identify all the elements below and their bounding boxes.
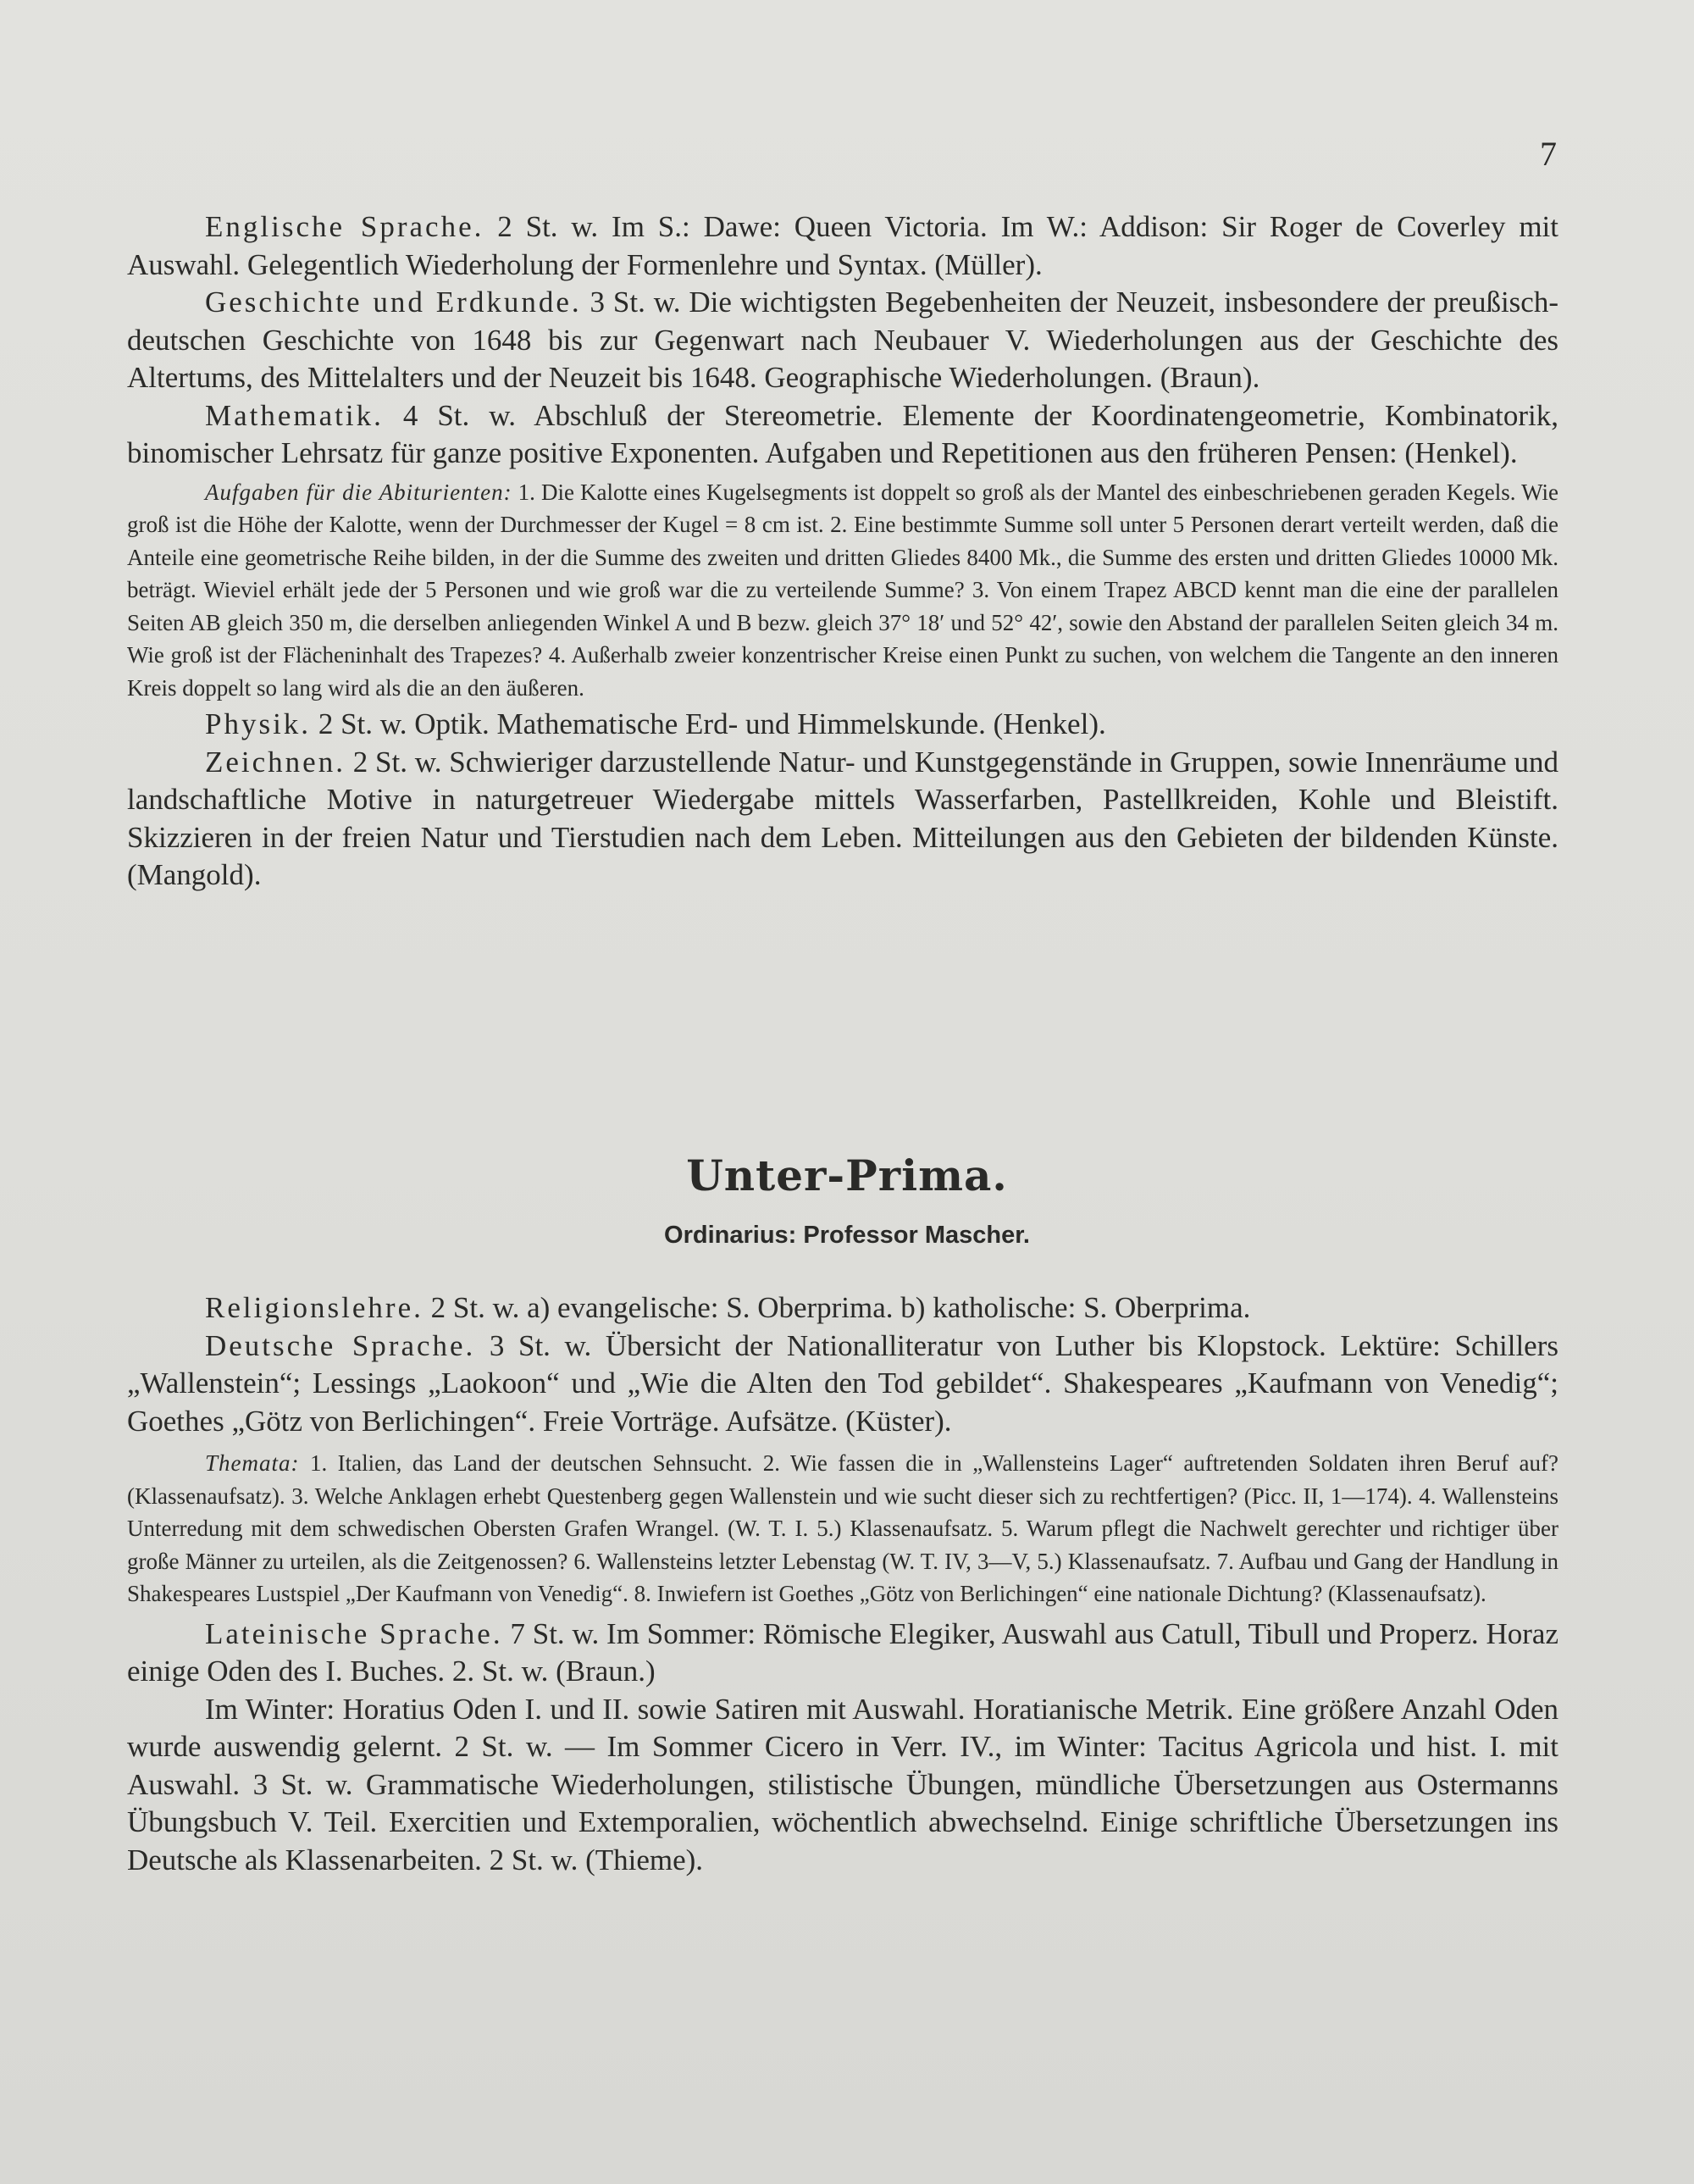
paragraph-deutsch [127,1328,1558,1441]
paragraph-geschichte [127,284,1558,397]
subject-label: Mathematik. [205,398,384,432]
subject-text: 4 St. w. Abschluß der Stereometrie. Elemente der Koordinatengeometrie, Kombinatorik, binomischer Lehrsatz für ganze positive Exponenten. Aufgaben und Repetitionen aus den früheren Pensen: (Henkel). [127,398,1558,469]
aufgaben-label: Aufgaben für die Abiturienten: [205,479,512,505]
paragraph-englisch [127,208,1558,284]
paragraph-latein [127,1616,1558,1691]
paragraph-religion [127,1289,1558,1328]
ordinarius-line: Ordinarius: Professor Mascher. [664,1222,1030,1249]
paragraph-zeichnen [127,744,1558,895]
themata-label: Themata: [205,1450,300,1476]
subject-label: Zeichnen. [205,745,346,779]
aufgaben-text: 1. Die Kalotte eines Kugelsegments ist doppelt so groß als der Mantel des einbeschriebenen geraden Kegels. Wie groß ist die Höhe der Kalotte, wenn der Durchmesser der Kugel = 8 cm ist. 2. Eine bestimmte Summe soll unter 5 Personen derart verteilt werden, daß die Anteile eine geometrische Reihe bilden, in der die Summe des zweiten und dritten Gliedes 8400 Mk., die Summe des ersten und dritten Gliedes 10000 Mk. beträgt. Wieviel erhält jede der 5 Personen und wie groß war die zu verteilende Summe? 3. Von einem Trapez ABCD kennt man die eine der parallelen Seiten AB gleich 350 m, die derselben anliegenden Winkel A und B bezw. gleich 37° 18′ und 52° 42′, sowie den Abstand der parallelen Seiten gleich 34 m. Wie groß ist der Flächeninhalt des Trapezes? 4. Außerhalb zweier konzentrischer Kreise einen Punkt zu suchen, von welchem die Tangente an den inneren Kreis doppelt so lang wird als die an den äußeren. [127,479,1559,701]
subject-text: 3 St. w. Übersicht der Nationalliteratur von Luther bis Klopstock. Lektüre: Schillers „Wallenstein“; Lessings „Laokoon“ und „Wie die Alten den Tod gebildet“. Shakespeares „Kaufmann von Venedig“; Goethes „Götz von Berlichingen“. Freie Vorträge. Aufsätze. (Küster). [127,1328,1558,1438]
subject-text: 7 St. w. Im Sommer: Römische Elegiker, Auswahl aus Catull, Tibull und Properz. Horaz einige Oden des I. Buches. 2. St. w. (Braun.) [127,1616,1558,1688]
subject-label: Englische Sprache. [205,210,484,243]
subject-text: 2 St. w. Optik. Mathematische Erd- und Himmelskunde. (Henkel). [311,707,1106,740]
section-title: Unter-Prima. [686,1150,1008,1200]
subject-text: 2 St. w. Im S.: Dawe: Queen Victoria. Im W.: Addison: Sir Roger de Coverley mit Auswahl. Gelegentlich Wiederholung der Formenlehre und Syntax. (Müller). [127,210,1558,281]
paragraph-mathematik [127,397,1558,473]
paragraph-winter: Im Winter: Horatius Oden I. und II. sowie Satiren mit Auswahl. Horatianische Metrik. Eine größere Anzahl Oden wurde auswendig gelernt. 2 St. w. — Im Sommer Cicero in Verr. IV., im Winter: Tacitus Agricola und hist. I. mit Auswahl. 3 St. w. Grammatische Wiederholungen, stilistische Übungen, mündliche Übersetzungen aus Ostermanns Übungsbuch V. Teil. Exercitien und Extemporalien, wöchentlich abwechselnd. Einige schriftliche Übersetzungen ins Deutsche als Klassenarbeiten. 2 St. w. (Thieme). [127,1692,1558,1876]
subject-text: 2 St. w. a) evangelische: S. Oberprima. b) katholische: S. Oberprima. [423,1291,1251,1324]
paragraph-physik [127,706,1558,744]
subject-label: Deutsche Sprache. [205,1328,476,1362]
subject-label: Religionslehre. [205,1291,424,1324]
lower-section [127,1289,1558,1879]
subject-label: Geschichte und Erdkunde. [205,285,582,319]
subject-text: 2 St. w. Schwieriger darzustellende Natur- und Kunstgegenstände in Gruppen, sowie Innenräume und landschaftliche Motive in naturgetreuer Wiedergabe mittels Wasserfarben, Pastellkreiden, Kohle und Bleistift. Skizzieren in der freien Natur und Tierstudien nach dem Leben. Mitteilungen aus den Gebieten der bildenden Künste. (Mangold). [127,745,1558,891]
subject-label: Physik. [205,707,312,740]
upper-section [127,208,1558,895]
themata-text: 1. Italien, das Land der deutschen Sehnsucht. 2. Wie fassen die in „Wallensteins Lager“ auftretenden Soldaten ihren Beruf auf? (Klassenaufsatz). 3. Welche Anklagen erhebt Questenberg gegen Wallenstein und wie sucht dieser sich zu rechtfertigen? (Picc. II, 1—174). 4. Wallensteins Unterredung mit dem schwedischen Obersten Grafen Wrangel. (W. T. I. 5.) Klassenaufsatz. 5. Warum pflegt die Nachwelt gerechter und richtiger über große Männer zu urteilen, als die Zeitgenossen? 6. Wallensteins letzter Lebenstag (W. T. IV, 3—V, 5.) Klassenaufsatz. 7. Aufbau und Gang der Handlung in Shakespeares Lustspiel „Der Kaufmann von Venedig“. 8. Inwiefern ist Goethes „Götz von Berlichingen“ eine nationale Dichtung? (Klassenaufsatz). [127,1450,1558,1606]
paragraph-aufgaben [127,476,1558,705]
subject-text: 3 St. w. Die wichtigsten Begebenheiten der Neuzeit, insbesondere der preußisch-deutschen Geschichte von 1648 bis zur Gegenwart nach Neubauer V. Wiederholungen aus der Geschichte des Altertums, des Mittelalters und der Neuzeit bis 1648. Geographische Wiederholungen. (Braun). [127,285,1558,394]
page-number: 7 [1540,135,1557,173]
subject-label: Lateinische Sprache. [205,1616,503,1650]
paragraph-themata [127,1447,1558,1610]
